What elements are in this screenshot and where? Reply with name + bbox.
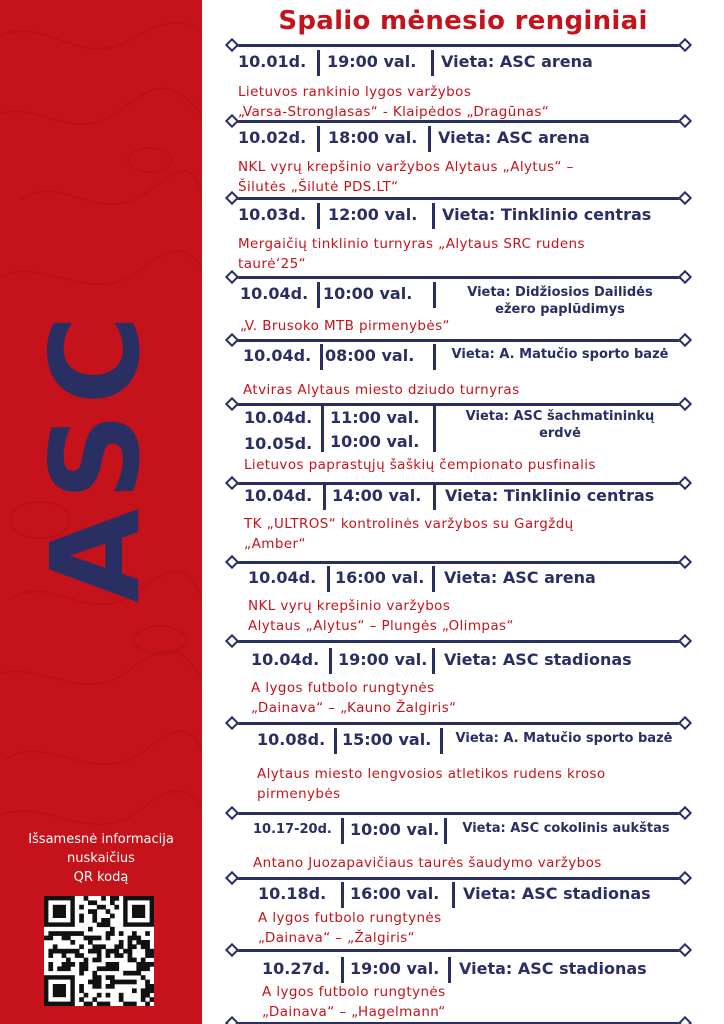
event-time: 19:00 val. xyxy=(350,959,440,978)
divider-line xyxy=(237,197,680,200)
separator-bar xyxy=(317,203,320,229)
divider-line xyxy=(237,120,680,123)
event-time: 18:00 val. xyxy=(328,128,418,147)
event-time: 10:00 val. xyxy=(323,284,413,303)
event-venue: Vieta: Tinklinio centras xyxy=(445,486,655,505)
separator-bar xyxy=(341,882,344,908)
event-description: „Dainava“ – „Hagelmann“ xyxy=(262,1004,446,1020)
separator-bar xyxy=(432,203,435,229)
event-description: „Varsa-Stronglasas“ - Klaipėdos „Dragūnas“ xyxy=(238,104,550,120)
diamond-left-icon xyxy=(225,943,239,957)
separator-bar xyxy=(334,728,337,754)
event-description: pirmenybės xyxy=(257,786,341,802)
section-divider xyxy=(231,333,686,347)
event-description: „Dainava“ – „Kauno Žalgiris“ xyxy=(251,700,457,716)
diamond-left-icon xyxy=(225,191,239,205)
qr-info-line: QR kodą xyxy=(73,870,129,885)
diamond-right-icon xyxy=(678,716,692,730)
divider-line xyxy=(237,722,680,725)
diamond-right-icon xyxy=(678,634,692,648)
separator-bar xyxy=(428,126,431,152)
diamond-left-icon xyxy=(225,270,239,284)
event-description: Šilutės „Šilutė PDS.LT“ xyxy=(238,179,399,195)
event-time: 10:00 val. xyxy=(350,820,440,839)
event-description: NKL vyrų krepšinio varžybos Alytaus „Alytus“ – xyxy=(238,159,574,175)
event-venue: Vieta: ASC arena xyxy=(438,128,590,147)
section-divider xyxy=(231,38,686,52)
separator-bar xyxy=(448,957,451,983)
event-description: „Amber“ xyxy=(244,536,306,552)
event-description: Alytaus miesto lengvosios atletikos rudens kroso xyxy=(257,766,606,782)
qr-info-line: Išsamesnė informacija xyxy=(28,832,174,847)
event-venue: Vieta: ASC stadionas xyxy=(444,650,632,669)
event-date: 10.27d. xyxy=(262,959,331,978)
event-venue: Vieta: ASC cokolinis aukštas xyxy=(462,821,670,836)
diamond-right-icon xyxy=(678,397,692,411)
event-time: 16:00 val. xyxy=(335,568,425,587)
diamond-right-icon xyxy=(678,333,692,347)
event-description: taurė‘25“ xyxy=(238,256,307,272)
diamond-left-icon xyxy=(225,397,239,411)
diamond-right-icon xyxy=(678,555,692,569)
diamond-left-icon xyxy=(225,716,239,730)
diamond-left-icon xyxy=(225,476,239,490)
separator-bar xyxy=(433,282,436,308)
event-description: Lietuvos paprastųjų šaškių čempionato pusfinalis xyxy=(244,457,596,473)
event-date: 10.01d. xyxy=(238,52,307,71)
diamond-left-icon xyxy=(225,806,239,820)
event-venue: Vieta: ASC šachmatininkų erdvė xyxy=(465,409,655,441)
diamond-right-icon xyxy=(678,191,692,205)
event-date: 10.18d. xyxy=(258,884,327,903)
event-date: 10.04d. xyxy=(240,284,309,303)
event-time: 14:00 val. xyxy=(332,486,422,505)
event-time: 12:00 val. xyxy=(328,205,418,224)
event-time: 19:00 val. xyxy=(338,650,428,669)
diamond-left-icon xyxy=(225,38,239,52)
separator-bar xyxy=(444,818,447,844)
event-date: 10.04d. xyxy=(251,650,320,669)
event-date: 10.08d. xyxy=(257,730,326,749)
event-date: 10.04d. xyxy=(248,568,317,587)
event-date: 10.04d. xyxy=(244,486,313,505)
separator-bar xyxy=(323,484,326,510)
section-divider xyxy=(231,270,686,284)
divider-line xyxy=(237,44,680,47)
separator-bar xyxy=(317,126,320,152)
divider-line xyxy=(237,640,680,643)
event-time-secondary: 10:00 val. xyxy=(330,432,420,451)
diamond-left-icon xyxy=(225,333,239,347)
separator-bar xyxy=(440,728,443,754)
qr-code[interactable] xyxy=(44,896,154,1006)
section-divider xyxy=(231,114,686,128)
diamond-left-icon xyxy=(225,634,239,648)
diamond-left-icon xyxy=(225,555,239,569)
diamond-right-icon xyxy=(678,1016,692,1024)
event-date-secondary: 10.05d. xyxy=(244,434,313,453)
diamond-left-icon xyxy=(225,114,239,128)
section-divider xyxy=(231,871,686,885)
sidebar xyxy=(0,0,202,1024)
separator-bar xyxy=(433,406,436,452)
section-divider xyxy=(231,806,686,820)
event-description: Antano Juozapavičiaus taurės šaudymo varžybos xyxy=(253,855,602,871)
event-description: TK „ULTROS“ kontrolinės varžybos su Gargždų xyxy=(244,516,574,532)
diamond-right-icon xyxy=(678,806,692,820)
event-date: 10.17-20d. xyxy=(253,822,332,837)
event-date: 10.03d. xyxy=(238,205,307,224)
separator-bar xyxy=(341,818,344,844)
asc-logo: ASC xyxy=(25,307,167,603)
page-title: Spalio mėnesio renginiai xyxy=(278,6,648,36)
separator-bar xyxy=(433,484,436,510)
event-description: A lygos futbolo rungtynės xyxy=(262,984,446,1000)
separator-bar xyxy=(329,648,332,674)
diamond-right-icon xyxy=(678,476,692,490)
section-divider xyxy=(231,555,686,569)
event-venue: Vieta: A. Matučio sporto bazė xyxy=(451,347,669,362)
diamond-right-icon xyxy=(678,871,692,885)
event-description: „Dainava“ – „Žalgiris“ xyxy=(258,930,416,946)
event-venue: Vieta: Tinklinio centras xyxy=(442,205,652,224)
event-time: 11:00 val. xyxy=(330,408,420,427)
event-date: 10.04d. xyxy=(244,408,313,427)
event-venue: Vieta: Didžiosios Dailidės ežero paplūdimys xyxy=(467,285,653,317)
qr-info-text xyxy=(0,830,202,887)
separator-bar xyxy=(321,406,324,452)
separator-bar xyxy=(320,344,323,370)
separator-bar xyxy=(432,566,435,592)
diamond-right-icon xyxy=(678,943,692,957)
section-divider xyxy=(231,634,686,648)
divider-line xyxy=(237,812,680,815)
divider-line xyxy=(237,561,680,564)
event-date: 10.02d. xyxy=(238,128,307,147)
qr-info-line: nuskaičius xyxy=(67,851,135,866)
section-divider xyxy=(231,943,686,957)
separator-bar xyxy=(341,957,344,983)
event-description: Atviras Alytaus miesto dziudo turnyras xyxy=(243,382,520,398)
section-divider xyxy=(231,716,686,730)
diamond-right-icon xyxy=(678,114,692,128)
divider-line xyxy=(237,403,680,406)
event-time: 15:00 val. xyxy=(342,730,432,749)
event-time: 16:00 val. xyxy=(350,884,440,903)
event-description: Mergaičių tinklinio turnyras „Alytaus SRC rudens xyxy=(238,236,585,252)
diamond-left-icon xyxy=(225,1016,239,1024)
event-venue: Vieta: ASC stadionas xyxy=(459,959,647,978)
divider-line xyxy=(237,339,680,342)
divider-line xyxy=(237,482,680,485)
divider-line xyxy=(237,949,680,952)
separator-bar xyxy=(327,566,330,592)
event-description: „V. Brusoko MTB pirmenybės“ xyxy=(240,318,450,334)
event-description: Alytaus „Alytus“ – Plungės „Olimpas“ xyxy=(248,618,514,634)
event-description: Lietuvos rankinio lygos varžybos xyxy=(238,84,472,100)
event-time: 08:00 val. xyxy=(325,346,415,365)
separator-bar xyxy=(317,282,320,308)
divider-line xyxy=(237,877,680,880)
separator-bar xyxy=(433,344,436,370)
divider-line xyxy=(237,276,680,279)
event-description: A lygos futbolo rungtynės xyxy=(258,910,442,926)
event-description: NKL vyrų krepšinio varžybos xyxy=(248,598,451,614)
event-description: A lygos futbolo rungtynės xyxy=(251,680,435,696)
section-divider xyxy=(231,1016,686,1024)
diamond-right-icon xyxy=(678,270,692,284)
event-time: 19:00 val. xyxy=(327,52,417,71)
diamond-left-icon xyxy=(225,871,239,885)
event-venue: Vieta: ASC stadionas xyxy=(463,884,651,903)
event-venue: Vieta: ASC arena xyxy=(444,568,596,587)
section-divider xyxy=(231,191,686,205)
diamond-right-icon xyxy=(678,38,692,52)
separator-bar xyxy=(432,648,435,674)
event-date: 10.04d. xyxy=(243,346,312,365)
separator-bar xyxy=(431,50,434,76)
event-venue: Vieta: ASC arena xyxy=(441,52,593,71)
separator-bar xyxy=(317,50,320,76)
separator-bar xyxy=(452,882,455,908)
event-venue: Vieta: A. Matučio sporto bazė xyxy=(455,731,673,746)
